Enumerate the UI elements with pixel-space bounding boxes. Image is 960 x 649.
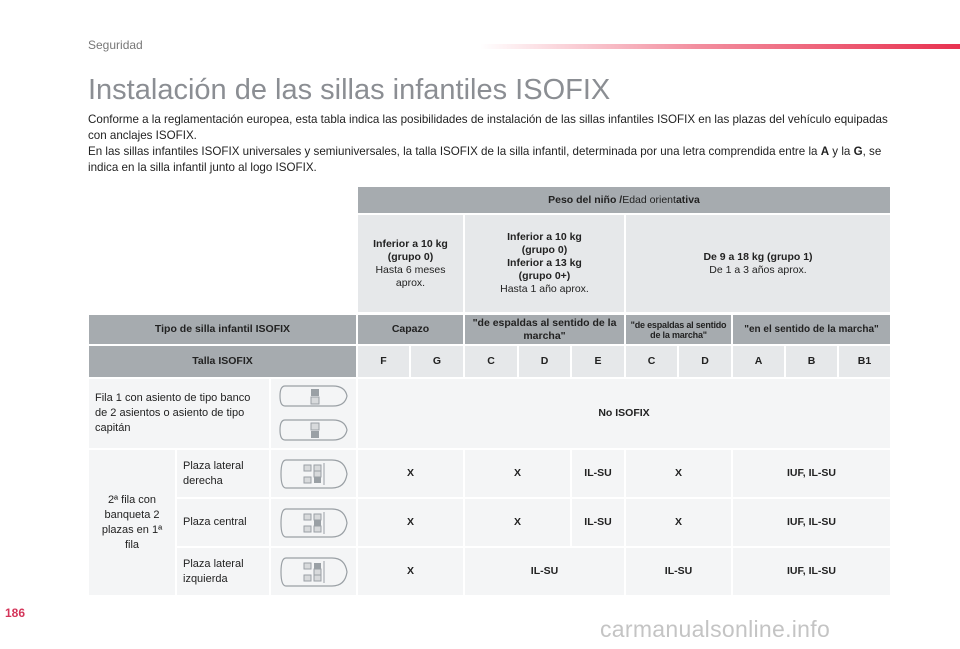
value-cell: IL-SU	[625, 547, 732, 596]
value-cell: IUF, IL-SU	[732, 547, 891, 596]
size-cell: D	[518, 345, 571, 378]
type-label: Tipo de silla infantil ISOFIX	[88, 314, 357, 345]
row1-car-cell	[270, 378, 357, 449]
intro-text	[88, 112, 908, 176]
car-seat-center-icon	[278, 506, 350, 540]
size-cell: C	[625, 345, 678, 378]
page-number: 186	[5, 606, 26, 620]
intro-paragraph-1: Conforme a la reglamentación europea, esta tabla indica las posibilidades de instalación de las sillas infantiles ISOFIX en las plazas del vehículo equipadas con anclajes ISOFIX.	[88, 113, 888, 142]
accent-bar	[480, 44, 960, 49]
value-cell: X	[357, 547, 464, 596]
car-seat-front-icon	[277, 382, 351, 446]
size-cell: C	[464, 345, 518, 378]
size-cell: G	[410, 345, 464, 378]
size-cell: E	[571, 345, 625, 378]
car-cell-right	[270, 449, 357, 498]
value-cell: X	[357, 449, 464, 498]
value-cell: X	[357, 498, 464, 547]
row1-label: Fila 1 con asiento de tipo banco de 2 asientos o asiento de tipo capitán	[88, 378, 270, 449]
car-seat-right-icon	[278, 457, 350, 491]
group-cell-2: De 9 a 18 kg (grupo 1) De 1 a 3 años aprox.	[625, 214, 891, 313]
group-cell-1: Inferior a 10 kg (grupo 0) Inferior a 13 kg (grupo 0+) Hasta 1 año aprox.	[464, 214, 625, 313]
row1-value: No ISOFIX	[357, 378, 891, 449]
type-cell-1: "de espaldas al sentido de la marcha"	[464, 314, 625, 345]
value-cell: IUF, IL-SU	[732, 449, 891, 498]
weight-header: Peso del niño / Edad orient ativa	[357, 186, 891, 214]
value-cell: IL-SU	[571, 498, 625, 547]
car-seat-left-icon	[278, 555, 350, 589]
page-title: Instalación de las sillas infantiles ISOFIX	[88, 74, 611, 106]
value-cell: IUF, IL-SU	[732, 498, 891, 547]
watermark: carmanualsonline.info	[600, 616, 831, 642]
intro-paragraph-2: En las sillas infantiles ISOFIX universales y semiuniversales, la talla ISOFIX de la silla infantil, determinada por una letra comprendida entre la A y la G, se indica en la silla infantil junto al logo ISOFIX.	[88, 145, 882, 174]
value-cell: X	[464, 498, 571, 547]
type-cell-0: Capazo	[357, 314, 464, 345]
group-cell-0: Inferior a 10 kg (grupo 0) Hasta 6 meses aprox.	[357, 214, 464, 313]
type-cell-2: "de espaldas al sentido de la marcha"	[625, 314, 732, 345]
seat-label-center: Plaza central	[176, 498, 270, 547]
size-label: Talla ISOFIX	[88, 345, 357, 378]
type-cell-3: "en el sentido de la marcha"	[732, 314, 891, 345]
section-label: Seguridad	[88, 38, 143, 52]
size-cell: F	[357, 345, 410, 378]
seat-label-left: Plaza lateral izquierda	[176, 547, 270, 596]
size-cell: A	[732, 345, 785, 378]
value-cell: X	[625, 498, 732, 547]
value-cell: X	[625, 449, 732, 498]
value-cell: IL-SU	[571, 449, 625, 498]
size-cell: B	[785, 345, 838, 378]
car-cell-center	[270, 498, 357, 547]
seat-label-right: Plaza lateral derecha	[176, 449, 270, 498]
size-cell: B1	[838, 345, 891, 378]
size-cell: D	[678, 345, 732, 378]
value-cell: X	[464, 449, 571, 498]
value-cell: IL-SU	[464, 547, 625, 596]
row2-group-label: 2ª fila con banqueta 2 plazas en 1ª fila	[88, 449, 176, 596]
car-cell-left	[270, 547, 357, 596]
